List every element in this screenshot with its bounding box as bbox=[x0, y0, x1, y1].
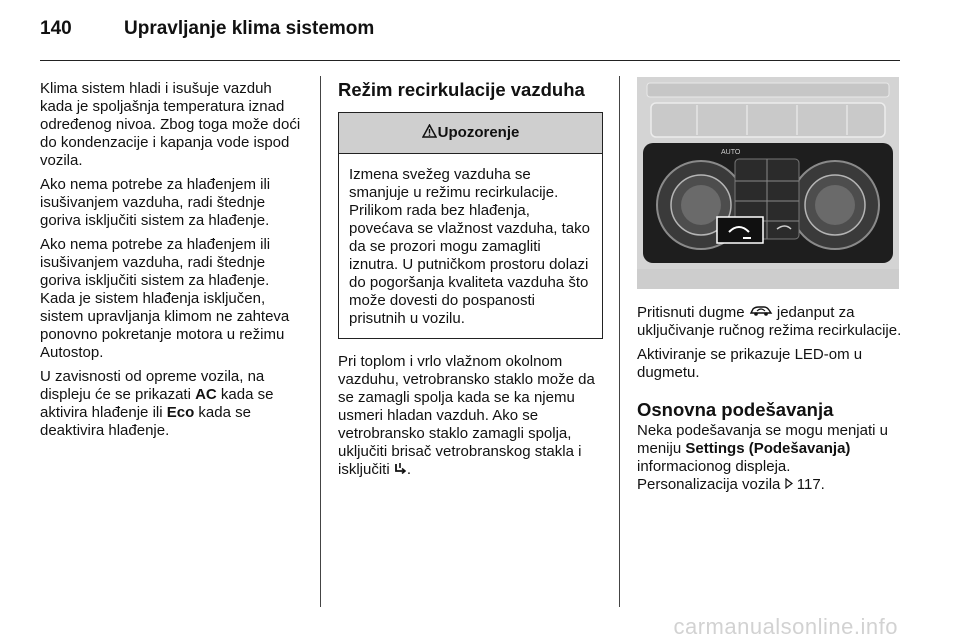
warning-triangle-icon bbox=[422, 113, 437, 153]
paragraph-display-indicators bbox=[40, 368, 308, 440]
paragraph-windshield bbox=[338, 353, 603, 479]
column-2 bbox=[338, 80, 603, 485]
header-rule bbox=[40, 60, 900, 61]
column-divider-1 bbox=[320, 76, 321, 607]
recirculation-car-icon bbox=[749, 304, 773, 322]
text: U zavisnosti od opreme vozila, na displeju će se prikazati bbox=[40, 368, 265, 403]
text: kada se deaktivira hlađenje. bbox=[40, 404, 251, 439]
paragraph-personalization-ref bbox=[637, 476, 907, 494]
climate-control-panel-photo bbox=[637, 77, 899, 289]
text: kada se aktivira hlađenje ili bbox=[40, 386, 274, 421]
paragraph-recirculation-button bbox=[637, 304, 907, 340]
page-header bbox=[40, 18, 374, 48]
watermark: carmanualsonline.info bbox=[673, 614, 898, 639]
paragraph: Ako nema potrebe za hlađenjem ili isušivanjem vazduha, radi štednje goriva isključiti sistem za hlađenje. Kada je sistem hlađenja isključen, sistem upravljanja klimom ne zahteva ponovno pokretanje motora u režimu Autostop. bbox=[40, 236, 290, 361]
paragraph: Klima sistem hladi i isušuje vazduh kada je spoljašnja temperatura iznad određenog nivoa. Zbog toga može doći do kondenzacije i kapanja vode ispod vozila. bbox=[40, 80, 301, 169]
column-divider-2 bbox=[619, 76, 620, 607]
section-title-recirculation: Režim recirkulacije vazduha bbox=[338, 79, 585, 100]
text: Neka podešavanja se mogu menjati u meniju bbox=[637, 422, 888, 458]
paragraph-led: Aktiviranje se prikazuje LED-om u dugmetu. bbox=[637, 346, 863, 382]
text: . bbox=[820, 476, 825, 494]
text: Personalizacija vozila bbox=[637, 476, 785, 494]
ac-indicator-text: AC bbox=[195, 386, 217, 403]
eco-indicator-text: Eco bbox=[166, 404, 195, 421]
page-number: 140 bbox=[40, 18, 72, 39]
warning-header bbox=[339, 113, 602, 154]
text: informacionog displeja. bbox=[637, 458, 791, 476]
column-3 bbox=[637, 304, 907, 500]
settings-menu-name: Settings (Podešavanja) bbox=[685, 440, 851, 458]
warning-box bbox=[338, 112, 603, 339]
section-title-basic-settings: Osnovna podešavanja bbox=[637, 399, 834, 421]
text: Pritisnuti dugme bbox=[637, 304, 749, 321]
auto-button-label: AUTO bbox=[721, 149, 741, 156]
paragraph-settings-menu bbox=[637, 422, 907, 476]
column-1 bbox=[40, 80, 308, 446]
text: jedanput za uključivanje ručnog režima recirkulacije. bbox=[637, 304, 902, 340]
text: . bbox=[406, 461, 412, 478]
warning-title: Upozorenje bbox=[437, 124, 520, 141]
recirculation-arrow-icon bbox=[394, 461, 407, 479]
text: Pri toplom i vrlo vlažnom okolnom vazduhu, vetrobransko staklo može da se zamagli spolja kada se ka njemu usmeri hladan vazduh. Ako se vetrobransko staklo zamagli spolja, uključiti brisač vetrobranskog stakla i isključiti bbox=[338, 353, 595, 478]
paragraph: Ako nema potrebe za hlađenjem ili isušivanjem vazduha, radi štednje goriva isključiti sistem za hlađenje. bbox=[40, 176, 271, 229]
page-reference-link[interactable]: 117 bbox=[796, 476, 821, 494]
page-reference-arrow-icon bbox=[785, 476, 793, 494]
page-title: Upravljanje klima sistemom bbox=[124, 18, 375, 39]
warning-text: Izmena svežeg vazduha se smanjuje u režimu recirkulacije. Prilikom rada bez hlađenja, povećava se vlažnost vazduha, tako da se prozori mogu zamagliti iznutra. U putničkom prostoru dolazi do pogoršanja kvaliteta vazduha što može dovesti do pospanosti prisutnih u vozilu. bbox=[349, 166, 590, 327]
